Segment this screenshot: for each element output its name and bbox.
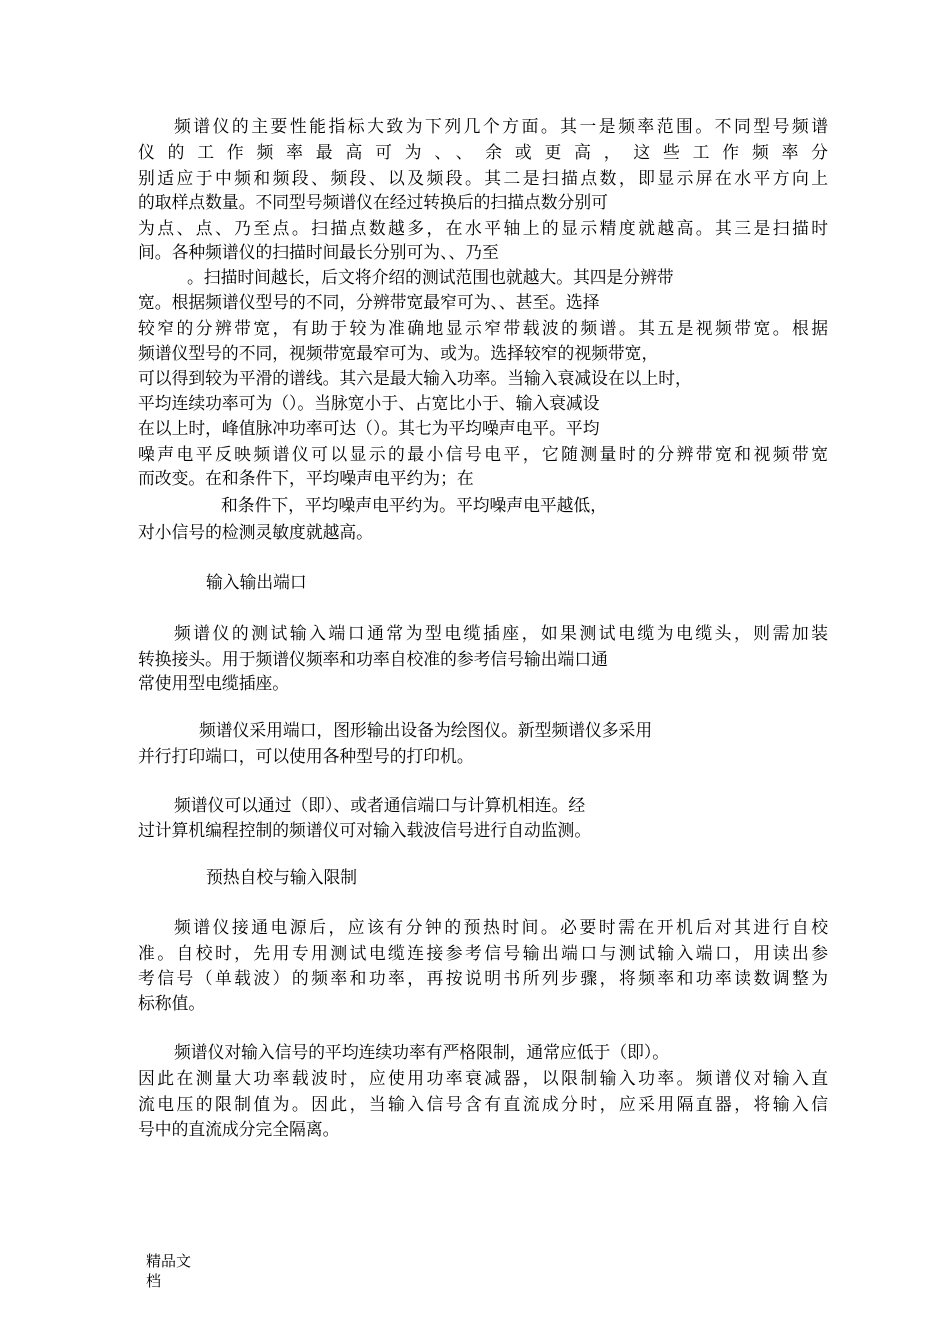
paragraph-1-line: 在以上时，峰值脉冲功率可达（）。其七为平均噪声电平。平均 (138, 418, 600, 438)
paragraph-1-line: 为点、点、乃至点。扫描点数越多，在水平轴上的显示精度就越高。其三是扫描时 (138, 218, 828, 238)
paragraph-6-line: 频谱仪对输入信号的平均连续功率有严格限制，通常应低于（即）。 (174, 1042, 670, 1062)
paragraph-1-line: 。扫描时间越长，后文将介绍的测试范围也就越大。其四是分辨带 (187, 267, 674, 287)
paragraph-1-line: 间。各种频谱仪的扫描时间最长分别可为、、乃至 (138, 242, 499, 262)
paragraph-1-line: 的取样点数量。不同型号频谱仪在经过转换后的扫描点数分别可 (138, 192, 608, 212)
paragraph-1-line: 宽。根据频谱仪型号的不同，分辨带宽最窄可为、、甚至。选择 (138, 292, 600, 312)
paragraph-1-line: 平均连续功率可为（）。当脉宽小于、占宽比小于、输入衰减设 (138, 393, 600, 413)
paragraph-6-line: 因此在测量大功率载波时，应使用功率衰减器，以限制输入功率。频谱仪对输入直 (138, 1068, 828, 1088)
section-heading-io-ports: 输入输出端口 (206, 572, 307, 592)
paragraph-3-line: 并行打印端口，可以使用各种型号的打印机。 (138, 746, 474, 766)
paragraph-5-line: 频谱仪接通电源后，应该有分钟的预热时间。必要时需在开机后对其进行自校 (174, 917, 828, 937)
paragraph-1-line: 和条件下，平均噪声电平约为。平均噪声电平越低， (221, 495, 607, 515)
paragraph-4-line: 过计算机编程控制的频谱仪可对输入载波信号进行自动监测。 (138, 820, 592, 840)
paragraph-1-line: 对小信号的检测灵敏度就越高。 (138, 522, 373, 542)
paragraph-2-line: 常使用型电缆插座。 (138, 673, 290, 693)
paragraph-2-line: 转换接头。用于频谱仪频率和功率自校准的参考信号输出端口通 (138, 649, 608, 669)
footer-watermark-line: 精品文 (146, 1252, 192, 1270)
paragraph-5-line: 标称值。 (138, 993, 206, 1013)
paragraph-2-line: 频谱仪的测试输入端口通常为型电缆插座，如果测试电缆为电缆头，则需加装 (174, 623, 828, 643)
paragraph-1-line: 别适应于中频和频段、频段、以及频段。其二是扫描点数，即显示屏在水平方向上 (138, 168, 828, 188)
paragraph-1-line: 可以得到较为平滑的谱线。其六是最大输入功率。当输入衰减设在以上时， (138, 368, 692, 388)
paragraph-1-line: 仪的工作频率最高可为、、余或更高，这些工作频率分 (138, 142, 828, 162)
paragraph-5-line: 考信号（单载波）的频率和功率，再按说明书所列步骤，将频率和功率读数调整为 (138, 968, 828, 988)
paragraph-1-line: 而改变。在和条件下，平均噪声电平约为；在 (138, 468, 474, 488)
paragraph-5-line: 准。自校时，先用专用测试电缆连接参考信号输出端口与测试输入端口，用读出参 (138, 943, 828, 963)
section-heading-warmup: 预热自校与输入限制 (206, 867, 358, 887)
paragraph-6-line: 号中的直流成分完全隔离。 (138, 1119, 340, 1139)
paragraph-1-line: 频谱仪的主要性能指标大致为下列几个方面。其一是频率范围。不同型号频谱 (174, 116, 828, 136)
paragraph-1-line: 较窄的分辨带宽，有助于较为准确地显示窄带载波的频谱。其五是视频带宽。根据 (138, 318, 828, 338)
paragraph-1-line: 频谱仪型号的不同，视频带宽最窄可为、或为。选择较窄的视频带宽， (138, 343, 659, 363)
paragraph-1-line: 噪声电平反映频谱仪可以显示的最小信号电平，它随测量时的分辨带宽和视频带宽 (138, 444, 828, 464)
paragraph-4-line: 频谱仪可以通过（即）、或者通信端口与计算机相连。经 (174, 795, 586, 815)
paragraph-6-line: 流电压的限制值为。因此，当输入信号含有直流成分时，应采用隔直器，将输入信 (138, 1094, 828, 1114)
footer-watermark-line: 档 (146, 1272, 162, 1290)
paragraph-3-line: 频谱仪采用端口，图形输出设备为绘图仪。新型频谱仪多采用 (199, 720, 653, 740)
